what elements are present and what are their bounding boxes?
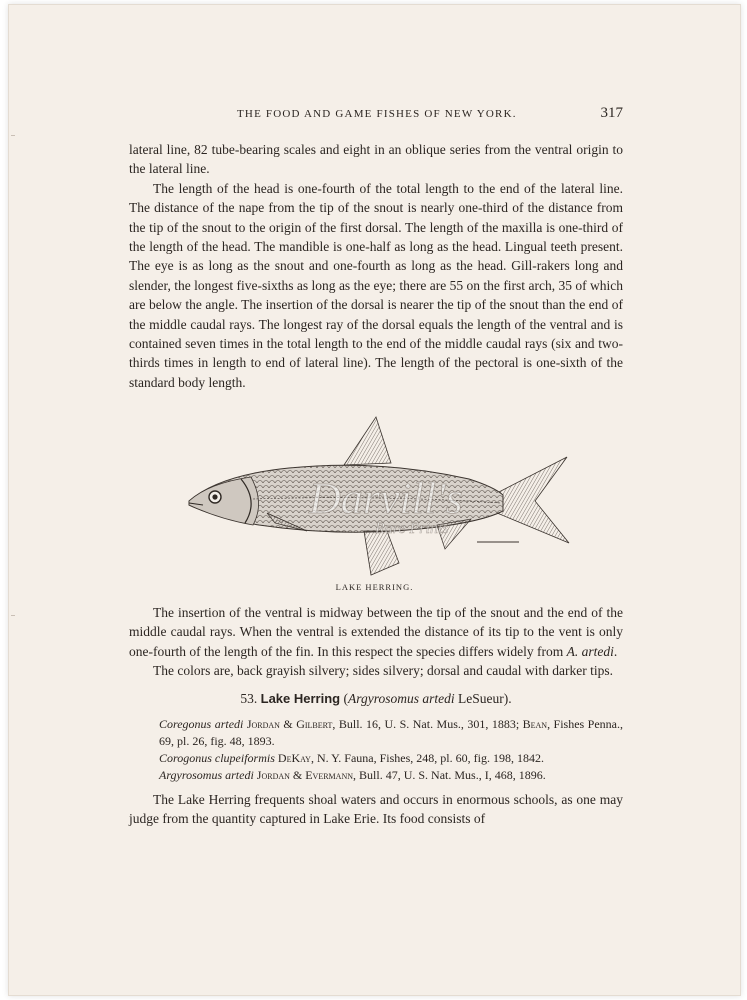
watermark-sub: Rare Prints <box>375 520 449 537</box>
paragraph: The colors are, back grayish silvery; sides silvery; dorsal and caudal with darker tips. <box>153 663 613 679</box>
paragraph-text: . <box>613 643 618 659</box>
species-ref: A. artedi <box>566 643 614 659</box>
synonym-name: Coregonus artedi <box>159 717 244 732</box>
ventral-fin <box>364 531 399 575</box>
synonym-ref: , Fishes Penna., 69, pl. 26, fig. 48, 1893. <box>159 717 624 749</box>
synonym-authors: Bean <box>522 717 548 732</box>
synonym-entry <box>159 767 623 784</box>
species-author: LeSueur <box>458 690 504 706</box>
synonym-name: Corogonus clupeiformis <box>159 751 275 766</box>
species-scientific-name: Argyrosomus artedi <box>348 690 455 706</box>
paren: ( <box>343 690 348 706</box>
paragraph: The Lake Herring frequents shoal waters and occurs in enormous schools, as one may judge from the quantity captured in Lake Erie. Its food consists of <box>129 792 623 827</box>
synonym-ref: , Bull. 47, U. S. Nat. Mus., I, 468, 1896. <box>353 768 546 783</box>
paren: ). <box>503 690 512 706</box>
dorsal-fin <box>344 417 391 465</box>
paragraph: The length of the head is one-fourth of the total length to the end of the lateral line. The distance of the nape from the tip of the snout is nearly one-third of the distance from the tip of the snout to the origin of the first dorsal. The length of the maxilla is one-third of the length of the head. The mandible is one-half as long as the head. Lingual teeth present. The eye is as long as the snout and one-fourth as long as the head. Gill-rakers long and slender, the longest five-sixths as long as the eye; there are 55 on the first arch, 35 of which are below the angle. The insertion of the dorsal is nearer the tip of the snout than the end of the middle caudal rays. The longest ray of the dorsal equals the length of the ventral and is contained seven times in the total length to the end of the middle caudal rays (six and two-thirds times in length to end of lateral line). The length of the pectoral is one-sixth of the standard body length. <box>129 180 623 390</box>
paragraph: lateral line, 82 tube-bearing scales and eight in an oblique series from the ventral origin to the lateral line. <box>129 142 623 177</box>
paragraph <box>129 603 623 661</box>
synonym-authors: DeKay <box>277 751 311 766</box>
species-heading <box>129 689 623 708</box>
species-common-name: Lake Herring <box>260 690 341 706</box>
synonymy-list <box>129 716 623 784</box>
watermark: Darvill's <box>309 474 463 523</box>
paragraph-text: The insertion of the ventral is midway between the tip of the snout and the end of the middle caudal rays. When the ventral is extended the distance of its tip to the vent is only one-fourth of the length of the fin. In this respect the species differs widely from <box>129 605 623 659</box>
figure-caption: LAKE HERRING. <box>335 582 414 592</box>
caudal-fin <box>497 457 569 543</box>
text-block-top <box>129 140 623 392</box>
synonym-ref: , Bull. 16, U. S. Nat. Mus., 301, 1883; <box>332 717 523 732</box>
text-block-bottom <box>129 603 623 829</box>
species-number: 53. <box>240 690 258 706</box>
synonym-name: Argyrosomus artedi <box>159 768 254 783</box>
synonym-ref: , N. Y. Fauna, Fishes, 248, pl. 60, fig. 198, 1842. <box>310 751 544 766</box>
binding-mark <box>11 615 15 616</box>
synonym-authors: Jordan & Gilbert <box>246 717 333 732</box>
synonym-entry <box>159 750 623 767</box>
synonym-authors: Jordan & Evermann <box>256 768 354 783</box>
page-number: 317 <box>600 105 623 121</box>
book-page <box>8 4 741 996</box>
binding-mark <box>11 135 15 136</box>
synonym-entry <box>159 716 623 750</box>
lake-herring-illustration <box>179 413 579 583</box>
running-title: THE FOOD AND GAME FISHES OF NEW YORK. <box>237 108 517 120</box>
